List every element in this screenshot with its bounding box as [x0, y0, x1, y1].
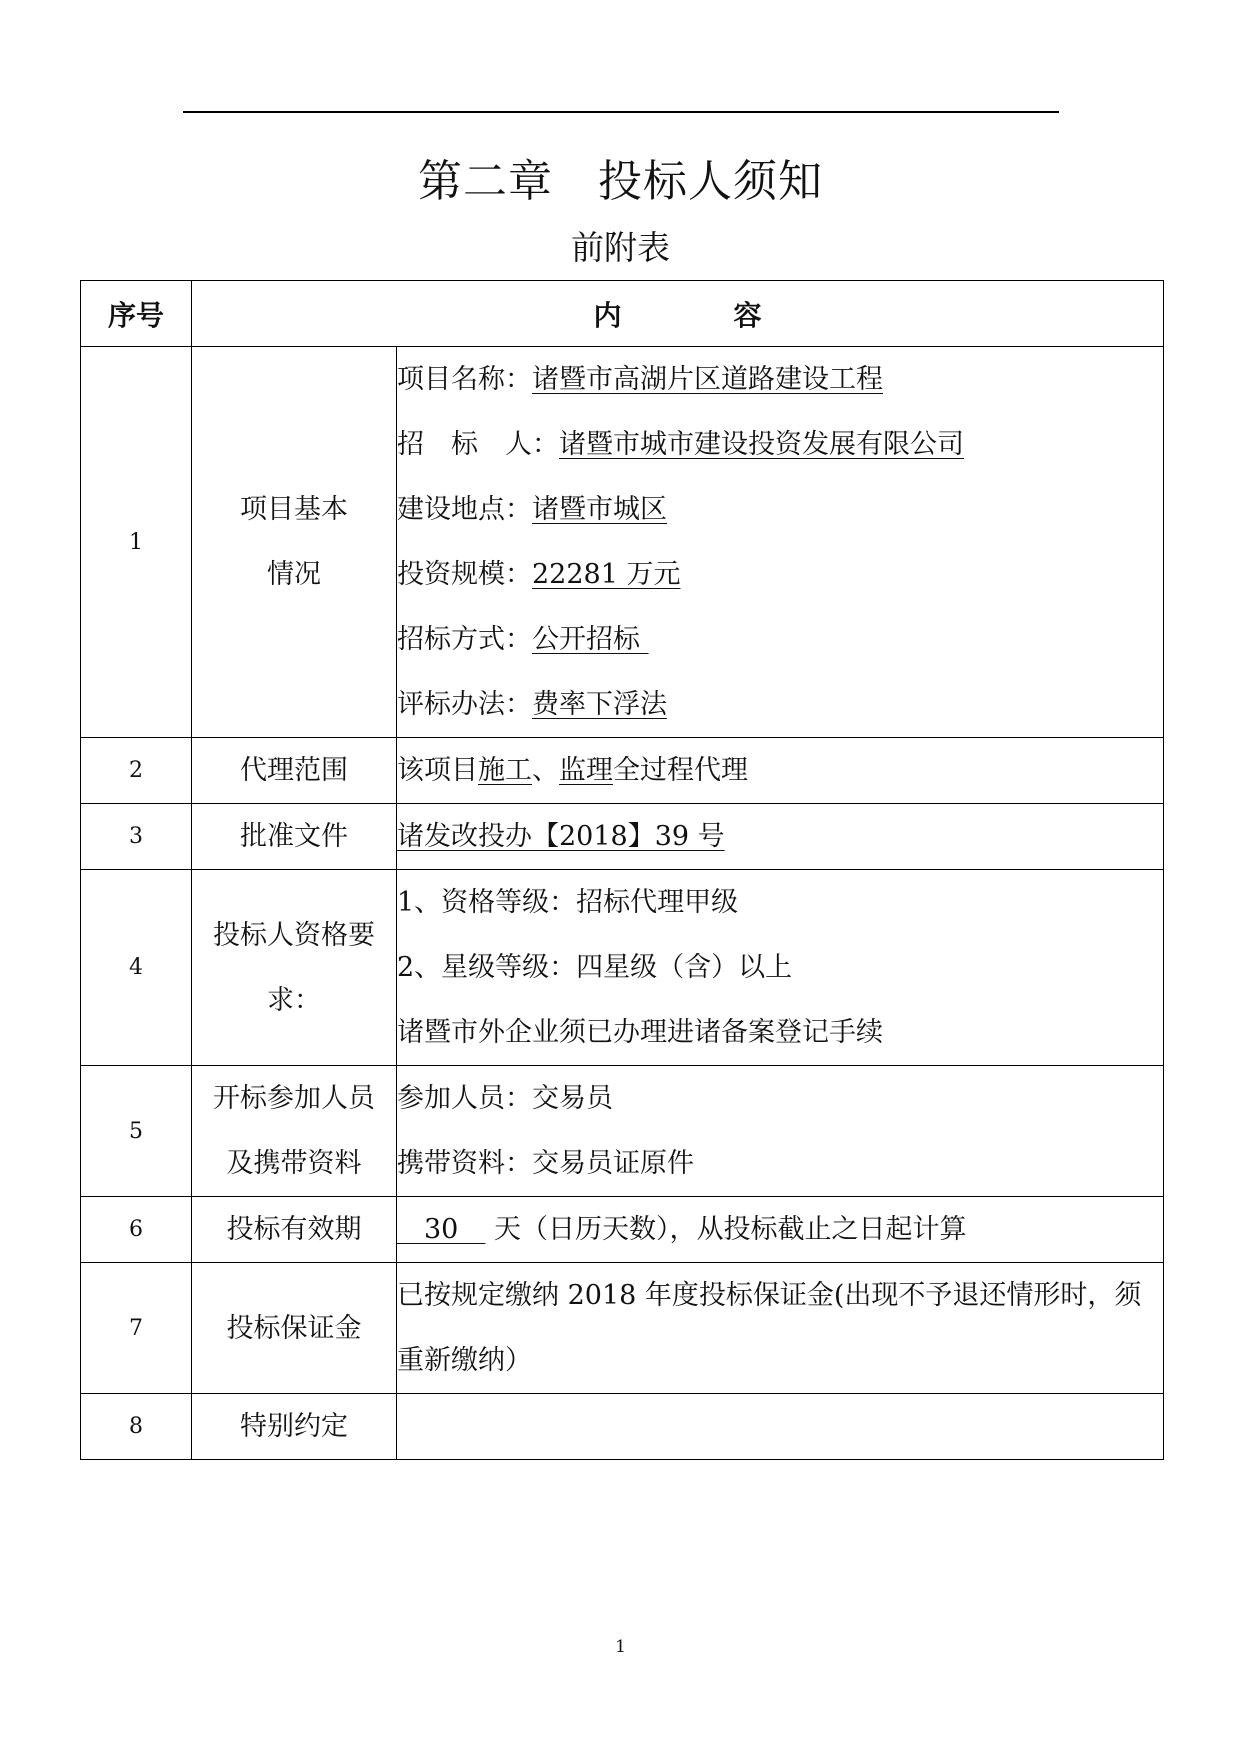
row-number: 8 — [81, 1394, 192, 1460]
row-number: 3 — [81, 804, 192, 870]
row-label-line: 及携带资料 — [226, 1148, 362, 1179]
header-rule — [183, 111, 1059, 113]
row-label — [192, 1066, 397, 1197]
scope-supervision: 监理 — [559, 755, 613, 786]
row-number: 4 — [81, 870, 192, 1066]
field-label: 招标方式： — [397, 624, 532, 655]
deposit-text: 已按规定缴纳 2018 年度投标保证金(出现不予退还情形时，须重新缴纳） — [397, 1280, 1142, 1376]
row-label-line: 投标人资格要 — [213, 919, 375, 951]
registration-line: 诸暨市外企业须已办理进诸备案登记手续 — [397, 1017, 883, 1048]
field-label: 评标办法： — [397, 689, 532, 720]
row-content — [397, 738, 1164, 804]
table-row — [81, 1066, 1164, 1197]
row-label: 投标保证金 — [192, 1263, 397, 1394]
row-label: 批准文件 — [192, 804, 397, 870]
row-label — [192, 870, 397, 1066]
evaluation-method-line — [397, 672, 1163, 737]
tenderer-value: 诸暨市城市建设投资发展有限公司 — [559, 429, 964, 460]
validity-days: 30 — [397, 1214, 486, 1245]
row-number: 5 — [81, 1066, 192, 1197]
row-number: 7 — [81, 1263, 192, 1394]
row-content — [397, 1197, 1164, 1263]
row-label-line: 情况 — [267, 559, 321, 590]
row-label: 代理范围 — [192, 738, 397, 804]
page-number: 1 — [615, 1637, 626, 1657]
star-level-line: 2、星级等级：四星级（含）以上 — [397, 952, 793, 983]
table-row — [81, 738, 1164, 804]
validity-text: 天（日历天数），从投标截止之日起计算 — [485, 1214, 967, 1245]
row-label: 投标有效期 — [192, 1197, 397, 1263]
table-title: 前附表 — [571, 228, 670, 267]
table-header-row — [81, 281, 1164, 347]
scope-construction: 施工 — [478, 755, 532, 786]
row-number: 6 — [81, 1197, 192, 1263]
scope-text: 全过程代理 — [613, 755, 748, 786]
row-content — [397, 1066, 1164, 1197]
approval-document-line — [397, 804, 1163, 869]
approval-document-value: 诸发改投办【2018】39 号 — [397, 821, 725, 852]
row-label-line: 项目基本 — [240, 494, 348, 525]
front-attachment-table — [80, 280, 1164, 1460]
row-content — [397, 1263, 1164, 1394]
row-number: 2 — [81, 738, 192, 804]
row-content — [397, 1394, 1164, 1460]
field-label: 投资规模： — [397, 559, 532, 590]
location-line — [397, 477, 1163, 542]
table-row — [81, 804, 1164, 870]
column-header-no: 序号 — [81, 281, 192, 347]
row-number: 1 — [81, 347, 192, 738]
table-row — [81, 1197, 1164, 1263]
row-content — [397, 347, 1164, 738]
table-row — [81, 1394, 1164, 1460]
row-content — [397, 804, 1164, 870]
scope-separator: 、 — [532, 755, 559, 786]
table-row — [81, 347, 1164, 738]
row-label: 特别约定 — [192, 1394, 397, 1460]
scope-text: 该项目 — [397, 755, 478, 786]
row-label-line: 求： — [267, 984, 321, 1016]
row-label — [192, 347, 397, 738]
location-value: 诸暨市城区 — [532, 494, 667, 525]
investment-line — [397, 542, 1163, 607]
tender-method-line — [397, 607, 1163, 672]
validity-line — [397, 1197, 1163, 1262]
evaluation-method-value: 费率下浮法 — [532, 689, 667, 720]
investment-value: 22281 万元 — [532, 559, 681, 590]
tender-method-value: 公开招标 — [532, 624, 649, 655]
column-header-content: 内 容 — [192, 281, 1164, 347]
table-row — [81, 870, 1164, 1066]
chapter-title: 第二章 投标人须知 — [418, 156, 823, 207]
field-label: 建设地点： — [397, 494, 532, 525]
project-name-line — [397, 347, 1163, 412]
qualification-line: 1、资格等级：招标代理甲级 — [397, 887, 739, 918]
attendees-line: 参加人员：交易员 — [397, 1083, 613, 1114]
row-content — [397, 870, 1164, 1066]
row-label-line: 开标参加人员 — [213, 1083, 375, 1114]
materials-line: 携带资料：交易员证原件 — [397, 1148, 694, 1179]
tenderer-line — [397, 412, 1163, 477]
agency-scope-line — [397, 738, 1163, 803]
project-name-value: 诸暨市高湖片区道路建设工程 — [532, 364, 883, 395]
field-label: 项目名称： — [397, 364, 532, 395]
table-row — [81, 1263, 1164, 1394]
special-agreement-text — [397, 1394, 1163, 1459]
field-label: 招 标 人： — [397, 429, 559, 460]
